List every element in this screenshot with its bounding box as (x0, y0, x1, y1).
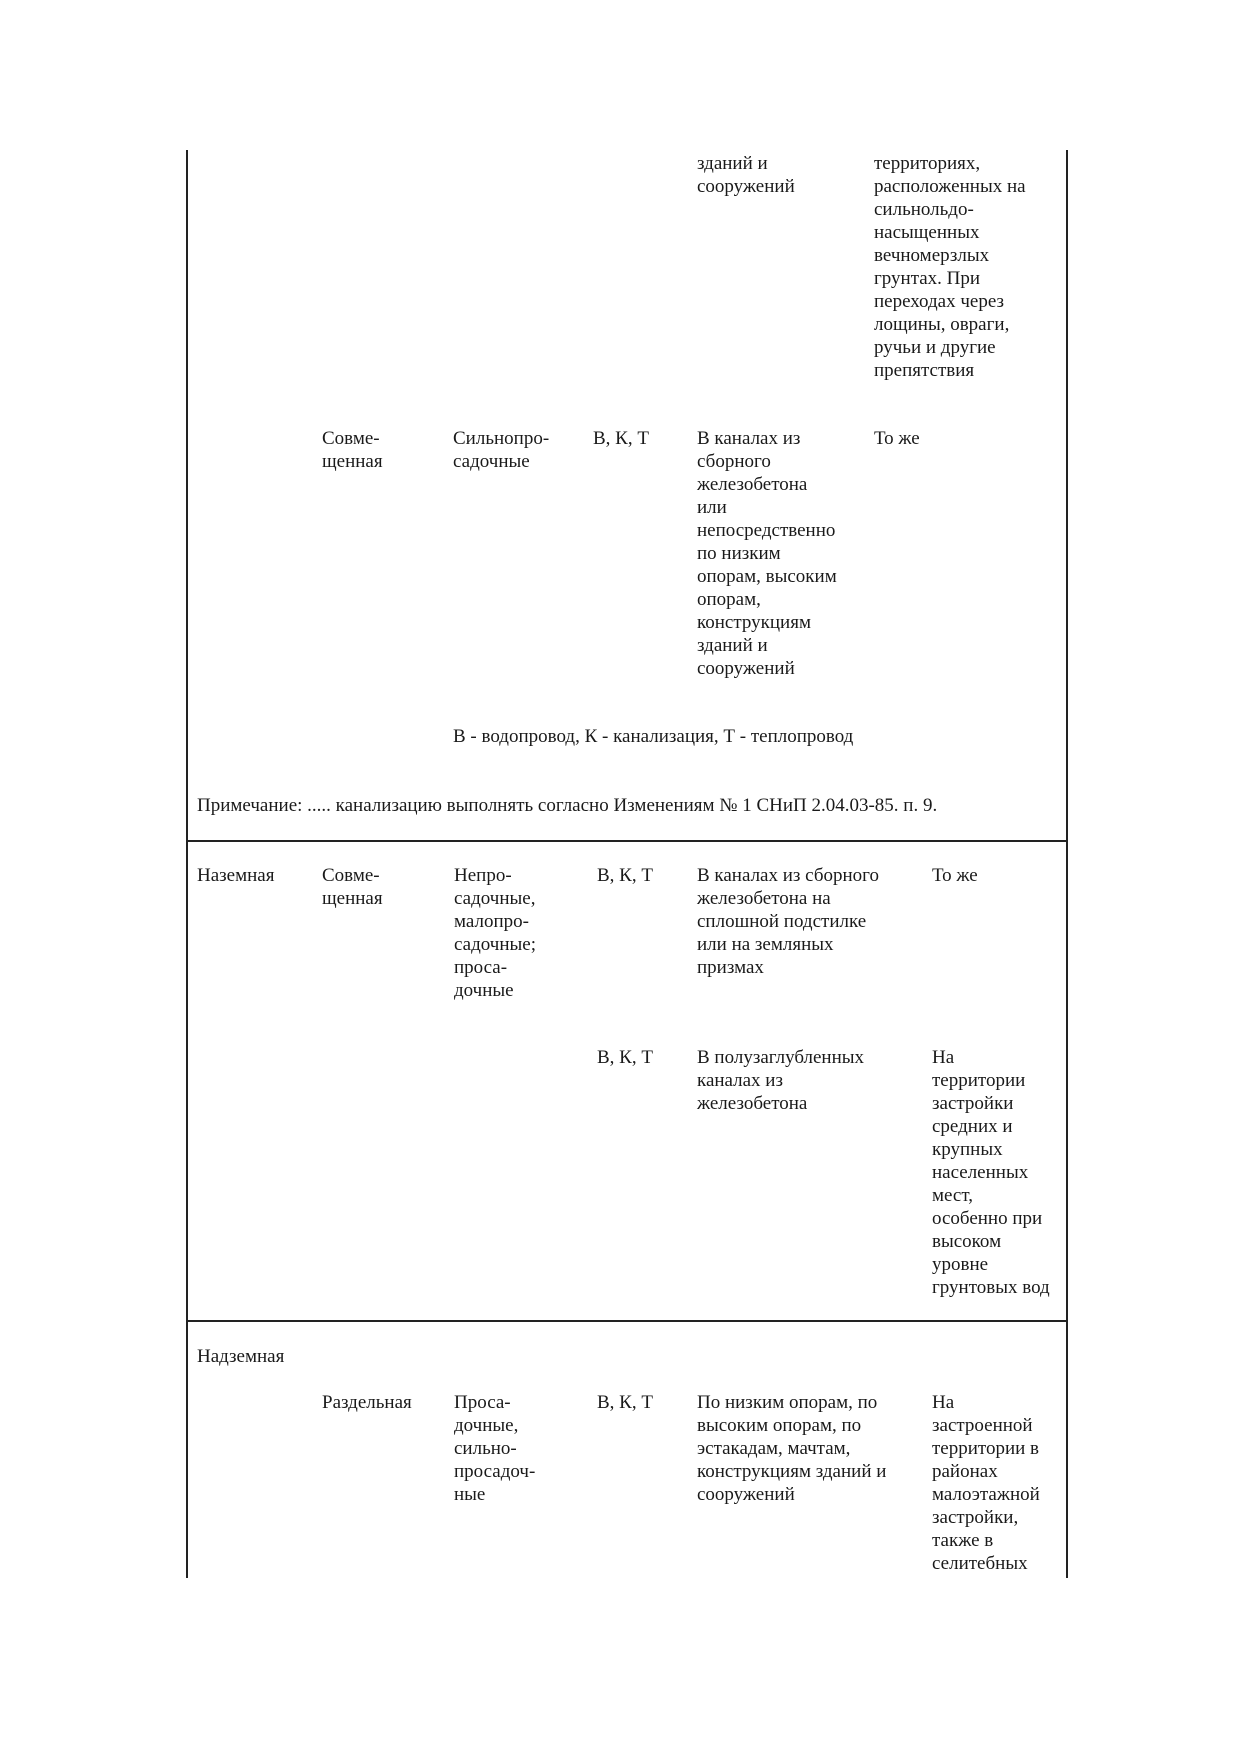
table-left-border (186, 150, 188, 1578)
block3-laying-type-cell: Совме- щенная (322, 865, 383, 909)
block2-laying-type-cell: Совме- щенная (322, 428, 383, 472)
block3-soil-cell: Непро- садочные, малопро- садочные; проса- дочные (454, 865, 536, 1001)
block6-application-cell: На застроенной территории в районах малоэтажной застройки, также в селитебных (932, 1392, 1040, 1574)
row-divider-nadzemnaya (186, 1320, 1067, 1322)
table-right-border (1066, 150, 1068, 1578)
block4-application-cell: На территории застройки средних и крупных населенных мест, особенно при высоком уровне грунтовых вод (932, 1047, 1050, 1298)
block6-soil-cell: Проса- дочные, сильно- просадоч- ные (454, 1392, 536, 1505)
row-divider-note (186, 840, 1067, 842)
block1-installation-cell: зданий и сооружений (697, 153, 795, 197)
block6-installation-cell: По низким опорам, по высоким опорам, по эстакадам, мачтам, конструкциям зданий и сооружений (697, 1392, 887, 1505)
block6-laying-type-cell: Раздельная (322, 1392, 412, 1413)
block3-laying-method-cell: Наземная (197, 865, 275, 886)
block6-networks-cell: В, К, Т (597, 1392, 653, 1413)
note-text: Примечание: ..... канализацию выполнять согласно Изменениям № 1 СНиП 2.04.03-85. п. 9. (197, 795, 938, 816)
block2-installation-cell: В каналах из сборного железобетона или непосредственно по низким опорам, высоким опорам, конструкциям зданий и сооружений (697, 428, 837, 679)
block1-application-cell: территориях, расположенных на сильнольдо- насыщенных вечномерзлых грунтах. При переходах через лощины, овраги, ручьи и другие препятствия (874, 153, 1026, 381)
block4-networks-cell: В, К, Т (597, 1047, 653, 1068)
block3-networks-cell: В, К, Т (597, 865, 653, 886)
block2-networks-cell: В, К, Т (593, 428, 649, 449)
block3-installation-cell: В каналах из сборного железобетона на сплошной подстилке или на земляных призмах (697, 865, 879, 978)
block3-application-cell: То же (932, 865, 978, 886)
block2-soil-cell: Сильнопро- садочные (453, 428, 550, 472)
block4-installation-cell: В полузаглубленных каналах из железобетона (697, 1047, 865, 1114)
legend-text: В - водопровод, К - канализация, Т - теплопровод (453, 726, 854, 747)
block2-application-cell: То же (874, 428, 920, 449)
block5-laying-method-cell: Надземная (197, 1346, 285, 1367)
